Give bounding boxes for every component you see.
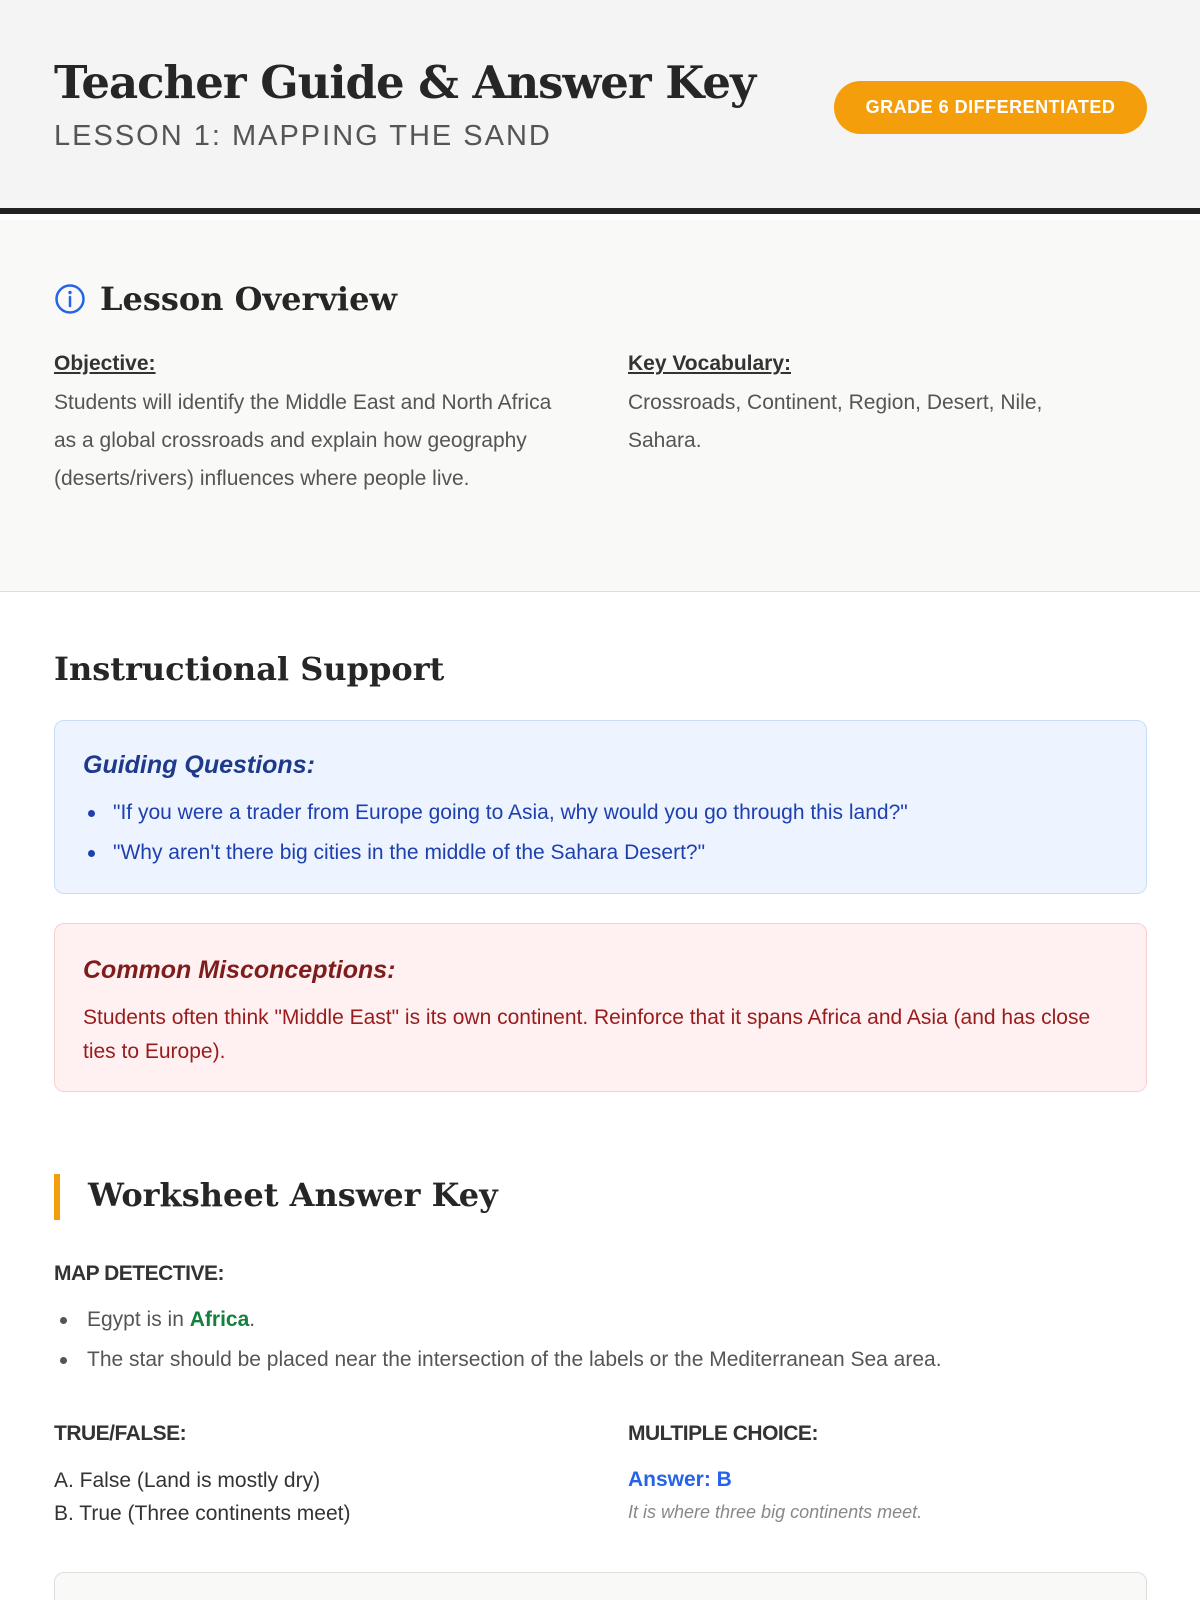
- page-subtitle: LESSON 1: MAPPING THE SAND: [54, 120, 552, 152]
- page-header: [0, 0, 1200, 214]
- vocabulary-text: Crossroads, Continent, Region, Desert, Nile, Sahara.: [628, 391, 1043, 452]
- next-section-card: [54, 1572, 1147, 1600]
- list-item: [60, 1340, 942, 1380]
- lesson-overview-section: [0, 220, 1200, 592]
- multiple-choice-label: MULTIPLE CHOICE:: [628, 1422, 818, 1445]
- guiding-questions-title: Guiding Questions:: [83, 751, 315, 779]
- bullet-icon: [88, 850, 95, 857]
- multiple-choice-answer: Answer: B: [628, 1468, 732, 1491]
- objective-text: Students will identify the Middle East and North Africa as a global crossroads and explain how geography (deserts/rivers) influences where people live.: [54, 391, 552, 490]
- misconceptions-title: Common Misconceptions:: [83, 956, 396, 984]
- info-icon: [54, 283, 86, 315]
- bullet-icon: [60, 1317, 67, 1324]
- lesson-overview-heading: [54, 280, 397, 318]
- list-item: [88, 793, 908, 833]
- map-detective-list: [60, 1300, 942, 1380]
- true-false-answer-a: A. False (Land is mostly dry): [54, 1469, 321, 1492]
- guiding-question-text: "If you were a trader from Europe going to Asia, why would you go through this land?": [113, 801, 908, 824]
- guiding-question-text: "Why aren't there big cities in the middle of the Sahara Desert?": [113, 841, 706, 864]
- accent-bar: [54, 1174, 60, 1220]
- true-false-label: TRUE/FALSE:: [54, 1422, 187, 1445]
- bullet-icon: [60, 1357, 67, 1364]
- map-item-prefix: Egypt is in: [87, 1308, 184, 1331]
- answer-key-title: Worksheet Answer Key: [88, 1176, 498, 1214]
- lesson-overview-title: Lesson Overview: [100, 280, 397, 318]
- multiple-choice-note: It is where three big continents meet.: [628, 1502, 923, 1522]
- list-item: [60, 1300, 942, 1340]
- bullet-icon: [88, 810, 95, 817]
- objective-label: Objective:: [54, 352, 156, 375]
- map-item-suffix: .: [249, 1308, 256, 1331]
- vocabulary-label: Key Vocabulary:: [628, 352, 792, 375]
- guiding-questions-box: [54, 720, 1147, 894]
- answer-highlight: Africa: [189, 1308, 250, 1331]
- true-false-answer-b: B. True (Three continents meet): [54, 1502, 351, 1525]
- misconceptions-box: [54, 923, 1147, 1092]
- map-detective-label: MAP DETECTIVE:: [54, 1262, 224, 1285]
- misconceptions-text: Students often think "Middle East" is its own continent. Reinforce that it spans Africa and Asia (and has close ties to Europe).: [83, 1006, 1091, 1063]
- list-item: [88, 833, 908, 873]
- page-title: Teacher Guide & Answer Key: [54, 56, 756, 109]
- guiding-questions-list: [88, 793, 908, 873]
- grade-badge: GRADE 6 DIFFERENTIATED: [834, 81, 1147, 134]
- instructional-support-title: Instructional Support: [54, 650, 445, 688]
- map-item-text: The star should be placed near the intersection of the labels or the Mediterranean Sea area.: [87, 1348, 942, 1371]
